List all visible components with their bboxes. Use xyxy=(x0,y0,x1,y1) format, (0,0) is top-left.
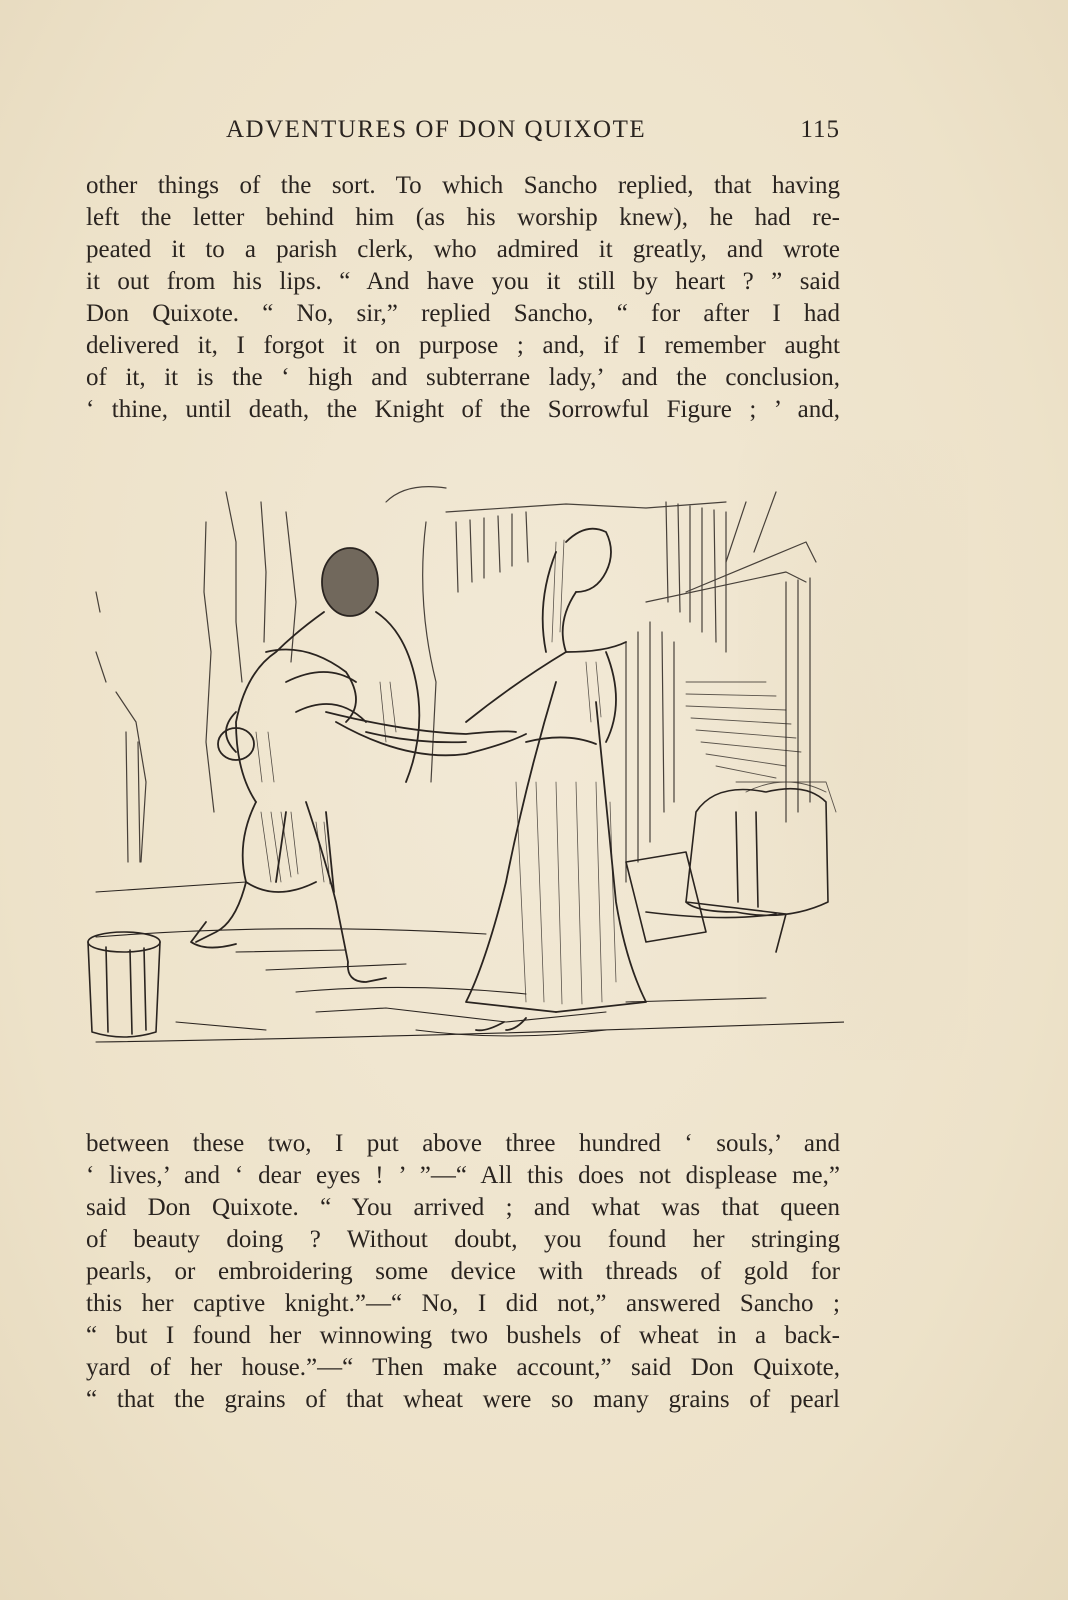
text-line: between these two, I put above three hundred ‘ souls,’ and xyxy=(86,1130,840,1157)
text-line: this her captive knight.”—“ No, I did not,” answered Sancho ; xyxy=(86,1290,840,1317)
text-line: Don Quixote. “ No, sir,” replied Sancho, “ for after I had xyxy=(86,300,840,327)
text-line: said Don Quixote. “ You arrived ; and what was that queen xyxy=(86,1194,840,1221)
text-line: delivered it, I forgot it on purpose ; and, if I remember aught xyxy=(86,332,840,359)
text-block-bottom xyxy=(86,1128,840,1416)
page-number: 115 xyxy=(800,116,840,143)
text-line: of it, it is the ‘ high and subterrane lady,’ and the conclusion, xyxy=(86,364,840,391)
text-line: peated it to a parish clerk, who admired it greatly, and wrote xyxy=(86,236,840,263)
text-line: other things of the sort. To which Sancho replied, that having xyxy=(86,172,840,199)
engraving-illustration xyxy=(86,482,844,1076)
text-line: “ but I found her winnowing two bushels of wheat in a back- xyxy=(86,1322,840,1349)
text-block-top xyxy=(86,170,840,426)
running-title: ADVENTURES OF DON QUIXOTE xyxy=(226,116,647,143)
text-line: of beauty doing ? Without doubt, you found her stringing xyxy=(86,1226,840,1253)
text-line: “ that the grains of that wheat were so many grains of pearl xyxy=(86,1386,840,1413)
engraving-sancho-dulcinea-icon xyxy=(86,482,844,1076)
text-line: it out from his lips. “ And have you it still by heart ? ” said xyxy=(86,268,840,295)
text-line: pearls, or embroidering some device with threads of gold for xyxy=(86,1258,840,1285)
text-line: left the letter behind him (as his worship knew), he had re- xyxy=(86,204,840,231)
text-line: yard of her house.”—“ Then make account,” said Don Quixote, xyxy=(86,1354,840,1381)
text-line: ‘ lives,’ and ‘ dear eyes ! ’ ”—“ All this does not displease me,” xyxy=(86,1162,840,1189)
running-head xyxy=(86,116,840,150)
text-line: ‘ thine, until death, the Knight of the Sorrowful Figure ; ’ and, xyxy=(86,396,840,423)
